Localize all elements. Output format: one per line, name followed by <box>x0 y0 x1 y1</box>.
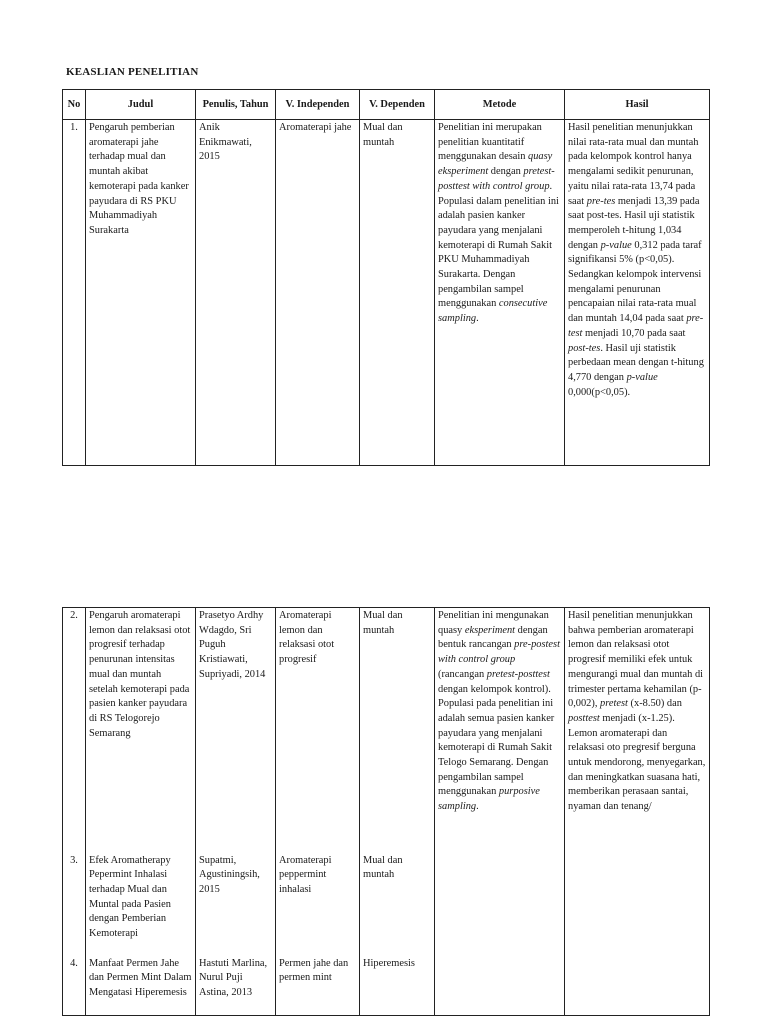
header-penulis: Penulis, Tahun <box>196 90 276 120</box>
page-title: KEASLIAN PENELITIAN <box>66 66 199 78</box>
cell-penulis: Supatmi, Agustiningsih, 2015 <box>196 853 276 956</box>
header-judul: Judul <box>86 90 196 120</box>
header-hasil: Hasil <box>565 90 710 120</box>
cell-no: 1. <box>63 120 86 466</box>
cell-judul: Pengaruh pemberian aromaterapi jahe terhadap mual dan muntah akibat kemoterapi pada kanker payudara di RS PKU Muhammadiyah Surakarta <box>86 120 196 466</box>
cell-hasil <box>565 853 710 956</box>
cell-penulis: Anik Enikmawati, 2015 <box>196 120 276 466</box>
cell-no: 4. <box>63 956 86 1016</box>
header-no: No <box>63 90 86 120</box>
cell-hasil: Hasil penelitian menunjukkan bahwa pemberian aromaterapi lemon dan relaksasi otot progresif memiliki efek untuk mengurangi mual dan muntah di trimester pertama kehamilan (p-0,002), pretest (x-8.50) dan posttest menjadi (x-1.25). Lemon aromaterapi dan relaksasi oto pregresif berguna untuk mendorong, menyegarkan, dan meningkatkan suasana hati, memberikan perasaan santai, nyaman dan tenang/ <box>565 608 710 853</box>
cell-penulis: Hastuti Marlina, Nurul Puji Astina, 2013 <box>196 956 276 1016</box>
header-metode: Metode <box>435 90 565 120</box>
cell-dependen: Hiperemesis <box>360 956 435 1016</box>
header-independen: V. Independen <box>276 90 360 120</box>
cell-no: 3. <box>63 853 86 956</box>
cell-metode <box>435 853 565 956</box>
table-row <box>63 853 710 956</box>
cell-dependen: Mual dan muntah <box>360 853 435 956</box>
cell-independen: Aromaterapi jahe <box>276 120 360 466</box>
cell-judul: Efek Aromatherapy Pepermint Inhalasi terhadap Mual dan Muntal pada Pasien dengan Pemberian Kemoterapi <box>86 853 196 956</box>
cell-no: 2. <box>63 608 86 853</box>
table-row <box>63 956 710 1016</box>
cell-judul: Manfaat Permen Jahe dan Permen Mint Dalam Mengatasi Hiperemesis <box>86 956 196 1016</box>
research-table-page-1 <box>62 89 710 466</box>
cell-independen: Aromaterapi peppermint inhalasi <box>276 853 360 956</box>
cell-metode: Penelitian ini mengunakan quasy eksperiment dengan bentuk rancangan pre-postest with control group (rancangan pretest-posttest dengan kelompok kontrol). Populasi pada penelitian ini adalah semua pasien kanker payudara yang menjalani kemoterapi di Rumah Sakit Telogo Semarang. Dengan pengambilan sampel menggunakan purposive sampling. <box>435 608 565 853</box>
cell-penulis: Prasetyo Ardhy Wdagdo, Sri Puguh Kristiawati, Supriyadi, 2014 <box>196 608 276 853</box>
cell-metode: Penelitian ini merupakan penelitian kuantitatif menggunakan desain quasy eksperiment dengan pretest-posttest with control group. Populasi dalam penelitian ini adalah pasien kanker payudara yang menjalani kemoterapi di Rumah Sakit PKU Muhammadiyah Surakarta. Dengan pengambilan sampel menggunakan consecutive sampling. <box>435 120 565 466</box>
cell-hasil <box>565 956 710 1016</box>
research-table-page-2 <box>62 607 710 1016</box>
cell-hasil: Hasil penelitian menunjukkan nilai rata-rata mual dan muntah pada kelompok kontrol hanya mengalami sedikit penurunan, yaitu nilai rata-rata 13,74 pada saat pre-tes menjadi 13,39 pada saat post-tes. Hasil uji statistik memperoleh t-hitung 1,034 dengan p-value 0,312 pada taraf signifikansi 5% (p<0,05). Sedangkan kelompok intervensi mengalami penurunan pencapaian nilai rata-rata mual dan muntah 14,04 pada saat pre-test menjadi 10,70 pada saat post-tes. Hasil uji statistik perbedaan mean dengan t-hitung 4,770 dengan p-value 0,000(p<0,05). <box>565 120 710 466</box>
cell-metode <box>435 956 565 1016</box>
cell-independen: Permen jahe dan permen mint <box>276 956 360 1016</box>
cell-independen: Aromaterapi lemon dan relaksasi otot progresif <box>276 608 360 853</box>
cell-judul: Pengaruh aromaterapi lemon dan relaksasi otot progresif terhadap penurunan intensitas mual dan muntah setelah kemoterapi pada pasien kanker payudara di RS Telogorejo Semarang <box>86 608 196 853</box>
header-dependen: V. Dependen <box>360 90 435 120</box>
table-row <box>63 608 710 853</box>
cell-dependen: Mual dan muntah <box>360 120 435 466</box>
table-row <box>63 120 710 466</box>
table-header-row <box>63 90 710 120</box>
cell-dependen: Mual dan muntah <box>360 608 435 853</box>
